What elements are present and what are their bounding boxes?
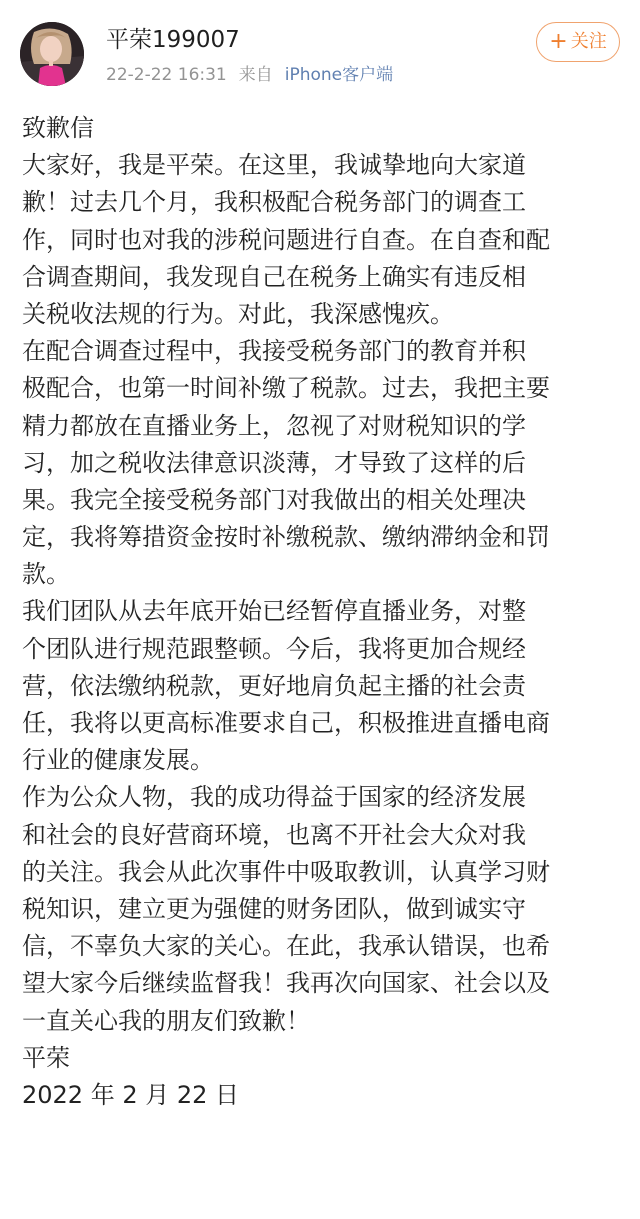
post-text-line: 和社会的良好营商环境，也离不开社会大众对我 [22,820,526,849]
source-client[interactable]: iPhone客户端 [284,65,394,85]
post-text-line: 极配合，也第一时间补缴了税款。过去，我把主要 [22,374,550,403]
post-text-line: 的关注。我会从此次事件中吸取教训，认真学习财 [22,857,550,886]
plus-icon: + [549,29,568,54]
username[interactable]: 平荣199007 [106,27,240,53]
post-text-line: 平荣 [22,1043,70,1072]
post-text-line: 大家好，我是平荣。在这里，我诚挚地向大家道 [22,151,526,180]
post-body [22,110,622,1114]
post-text-line: 精力都放在直播业务上，忽视了对财税知识的学 [22,411,526,440]
post-text-line: 行业的健康发展。 [22,746,214,775]
post-text-line: 我们团队从去年底开始已经暂停直播业务，对整 [22,597,526,626]
post-text-line: 一直关心我的朋友们致歉！ [22,1006,310,1035]
source-prefix: 来自 [238,65,273,85]
post-text-line: 2022 年 2 月 22 日 [22,1080,240,1109]
post-meta [106,62,393,88]
post-text-line: 在配合调查过程中，我接受税务部门的教育并积 [22,337,526,366]
post-text-line: 营，依法缴纳税款，更好地肩负起主播的社会责 [22,671,526,700]
post-text-line: 关税收法规的行为。对此，我深感愧疚。 [22,299,454,328]
post-text-line: 作为公众人物，我的成功得益于国家的经济发展 [22,783,526,812]
post-text-line: 税知识，建立更为强健的财务团队，做到诚实守 [22,894,526,923]
post-text-line: 致歉信 [22,114,94,142]
post-text-line: 望大家今后继续监督我！我再次向国家、社会以及 [22,969,550,998]
post-text-line: 任，我将以更高标准要求自己，积极推进直播电商 [22,709,550,737]
post-text-line: 个团队进行规范跟整顿。今后，我将更加合规经 [22,634,526,663]
post-text-line: 歉！过去几个月，我积极配合税务部门的调查工 [22,188,526,217]
follow-label: 关注 [570,31,607,52]
post-header [0,0,640,100]
post-text-line: 定，我将筹措资金按时补缴税款、缴纳滞纳金和罚 [22,523,550,552]
post-text-line: 信，不辜负大家的关心。在此，我承认错误，也希 [22,932,550,961]
post-text-line: 合调查期间，我发现自己在税务上确实有违反相 [22,262,526,291]
follow-button[interactable] [536,22,620,62]
post-timestamp: 22-2-22 16:31 [106,65,227,85]
post-text-line: 习，加之税收法律意识淡薄，才导致了这样的后 [22,448,526,477]
post-text-line: 作，同时也对我的涉税问题进行自查。在自查和配 [22,225,550,254]
avatar-image [20,22,84,86]
post-text-line: 款。 [22,560,70,589]
avatar[interactable] [20,22,84,86]
post-text-line: 果。我完全接受税务部门对我做出的相关处理决 [22,485,526,514]
